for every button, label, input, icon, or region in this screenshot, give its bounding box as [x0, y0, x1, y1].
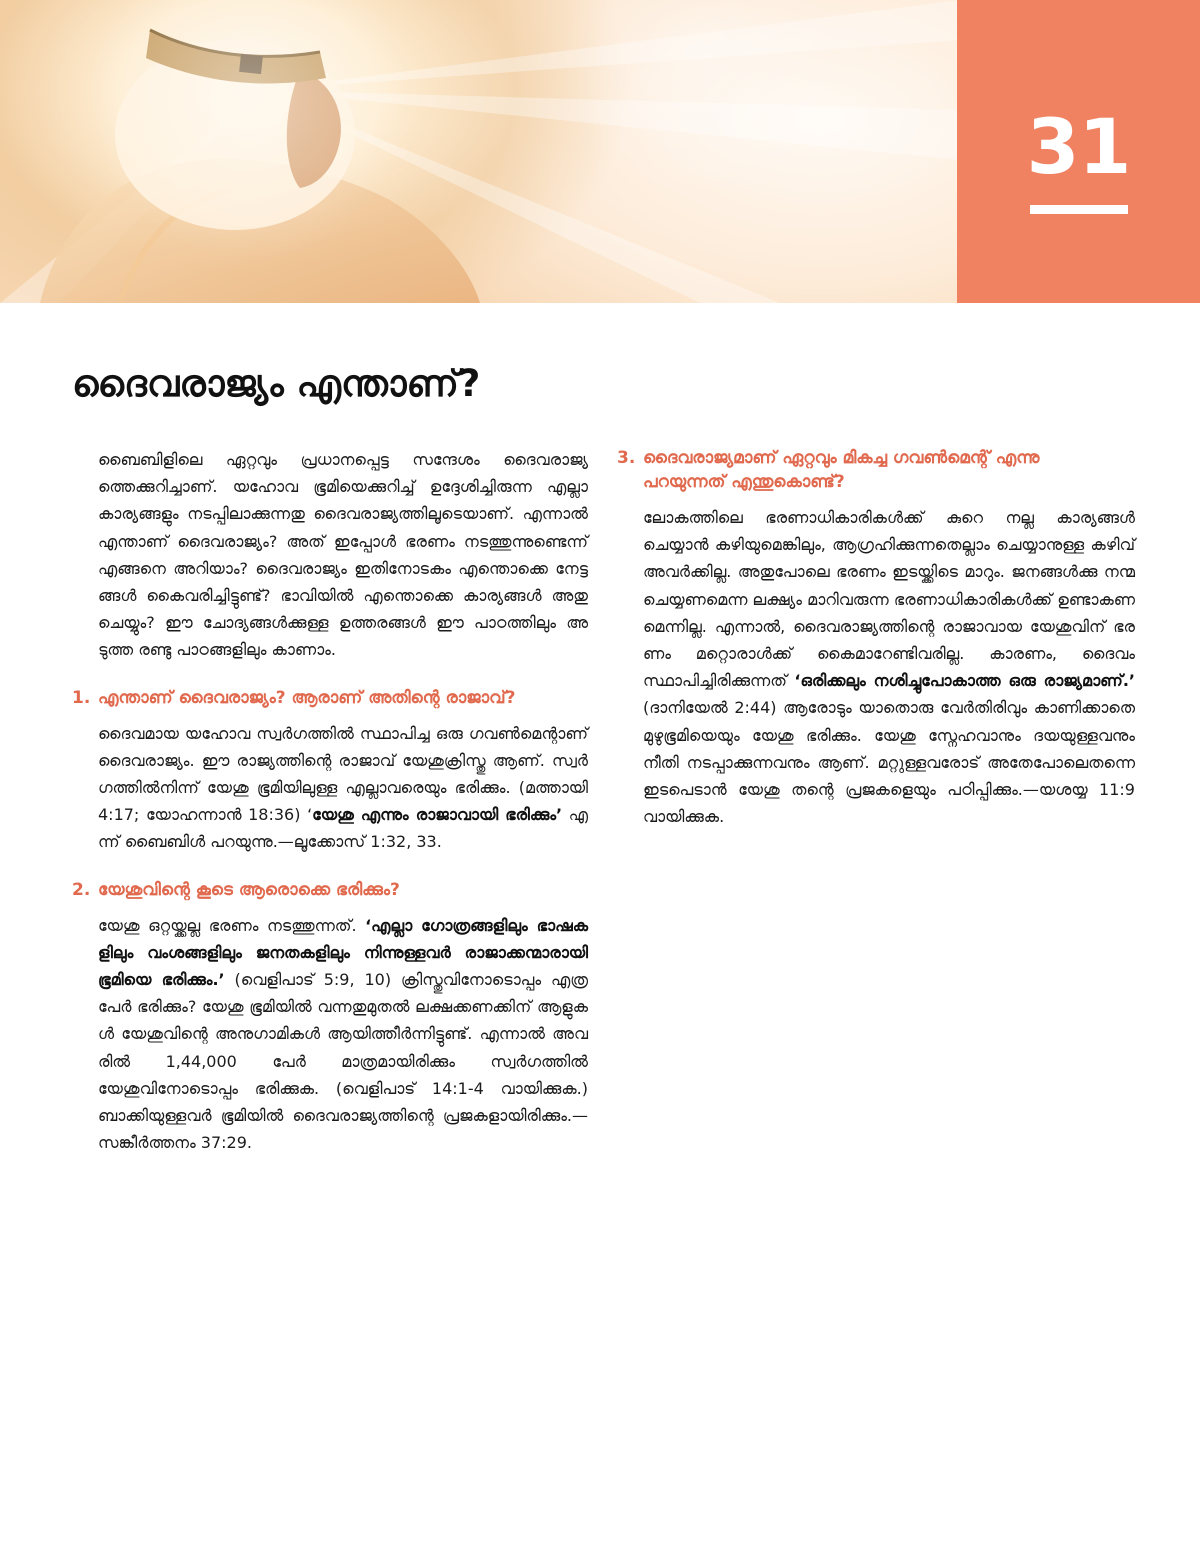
- question-heading-1: [72, 686, 588, 710]
- lesson-number-underline: [1030, 205, 1128, 214]
- lesson-title: ദൈവരാജ്യം എന്താണ്?: [72, 362, 481, 405]
- question-number: 3.: [617, 448, 636, 468]
- answer-text: എന്ന് ബൈബിൾ പറയുന്നു.—ലൂക്കോസ് 1:32, 33.: [98, 805, 588, 852]
- hero-illustration: [0, 0, 957, 303]
- answer-bold-quote: ‘ഒരിക്കലും നശിച്ചുപോകാത്ത ഒരു രാജ്യമാണ്.’: [794, 671, 1135, 691]
- king-in-glory-illustration-icon: [0, 0, 957, 303]
- question-text: യേശുവിന്റെ കൂടെ ആരൊക്കെ ഭരിക്കും?: [98, 879, 400, 900]
- answer-text: (വെളിപാട് 5:9, 10) ക്രിസ്തുവിനോടൊപ്പം എത്ര പേർ ഭരിക്കും? യേശു ഭൂമിയിൽ വന്നതുമുതൽ ലക്ഷക്കണക്കിന് ആളുകൾ യേശുവിന്റെ അനുഗാമികൾ ആയിത്തീർന്നിട്ടുണ്ട്. എന്നാൽ അവരിൽ 1,44,000 പേർ മാത്രമായിരിക്കും സ്വർഗത്തിൽ യേശുവിനോടൊപ്പം ഭരിക്കുക. (വെളിപാട് 14:1-4 വായിക്കുക.) ബാക്കിയുള്ളവർ ഭൂമിയിൽ ദൈവരാജ്യത്തിന്റെ പ്രജകളായിരിക്കും.—സങ്കീർത്തനം 37:29.: [98, 970, 588, 1153]
- answer-text: (ദാനിയേൽ 2:44) ആരോടും യാതൊരു വേർതിരിവും കാണിക്കാതെ മുഴുഭൂമിയെയും യേശു ഭരിക്കും. യേശു സ്നേഹവാനും ദയയുള്ളവനും നീതി നടപ്പാക്കുന്നവനും ആണ്. മറ്റുള്ളവരോട് അതേപോലെതന്നെ ഇടപെടാൻ യേശു തന്റെ പ്രജകളെയും പഠിപ്പിക്കും.—യശയ്യ 11:9 വായിക്കുക.: [643, 698, 1135, 827]
- question-number: 1.: [72, 687, 91, 708]
- question-heading-2: [72, 878, 588, 902]
- left-column: [72, 446, 588, 1178]
- answer-text: ലോകത്തിലെ ഭരണാധികാരികൾക്ക് കുറെ നല്ല കാര്യങ്ങൾ ചെയ്യാൻ കഴിയുമെങ്കിലും, ആഗ്രഹിക്കുന്നതെല്ലാം ചെയ്യാനുള്ള കഴിവ് അവർക്കില്ല. അതുപോലെ ഭരണം ഇടയ്ക്കിടെ മാറും. ജനങ്ങൾക്കു നന്മ ചെയ്യണമെന്ന ലക്ഷ്യം മാറിവരുന്ന ഭരണാധികാരികൾക്ക് ഉണ്ടാകണമെന്നില്ല. എന്നാൽ, ദൈവരാജ്യത്തിന്റെ രാജാവായ യേശുവിന് ഭരണം മറ്റൊരാൾക്ക് കൈമാറേണ്ടിവരില്ല. കാരണം, ദൈവം സ്ഥാപിച്ചിരിക്കുന്നത്: [643, 508, 1135, 691]
- answer-paragraph-2: [98, 912, 588, 1157]
- question-text: ദൈവരാജ്യമാണ് ഏറ്റവും മികച്ച ഗവൺമെന്റ് എന്നു പറയുന്നത് എന്തുകൊണ്ട്?: [643, 448, 1040, 492]
- intro-paragraph: ബൈബിളിലെ ഏറ്റവും പ്രധാനപ്പെട്ട സന്ദേശം ദൈവരാജ്യത്തെക്കുറിച്ചാണ്. യഹോവ ഭൂമിയെക്കുറിച്ച് ഉദ്ദേശിച്ചിരുന്ന എല്ലാ കാര്യങ്ങളും നടപ്പിലാക്കുന്നതു ദൈവരാജ്യത്തിലൂടെയാണ്. എന്നാൽ എന്താണ് ദൈവരാജ്യം? അത് ഇപ്പോൾ ഭരണം നടത്തുന്നുണ്ടെന്ന് എങ്ങനെ അറിയാം? ദൈവരാജ്യം ഇതിനോടകം എന്തൊക്കെ നേട്ടങ്ങൾ കൈവരിച്ചിട്ടുണ്ട്? ഭാവിയിൽ എന്തൊക്കെ കാര്യങ്ങൾ അതു ചെയ്യും? ഈ ചോദ്യങ്ങൾക്കുള്ള ഉത്തരങ്ങൾ ഈ പാഠത്തിലും അടുത്ത രണ്ടു പാഠങ്ങളിലും കാണാം.: [98, 450, 588, 660]
- answer-paragraph-1: [98, 720, 588, 856]
- answer-text: യേശു ഒറ്റയ്ക്കല്ല ഭരണം നടത്തുന്നത്.: [98, 915, 366, 935]
- answer-paragraph-3: [643, 504, 1135, 830]
- right-column: [617, 446, 1135, 852]
- answer-bold-quote: ‘എല്ലാ ഗോത്രങ്ങളിലും ഭാഷകളിലും വംശങ്ങളിലും ജനതകളിലും നിന്നുള്ളവർ രാജാക്കന്മാരായി ഭൂമിയെ ഭരിക്കും.’: [98, 915, 588, 990]
- lesson-number-badge: [957, 0, 1200, 303]
- question-text: എന്താണ് ദൈവരാജ്യം? ആരാണ് അതിന്റെ രാജാവ്?: [98, 687, 516, 708]
- answer-bold-quote: യേശു എന്നും രാജാവായി ഭരിക്കും’: [312, 805, 563, 825]
- question-number: 2.: [72, 879, 91, 900]
- question-heading-3: [617, 446, 1135, 494]
- lesson-number: 31: [1026, 102, 1131, 191]
- answer-text: ദൈവമായ യഹോവ സ്വർഗത്തിൽ സ്ഥാപിച്ച ഒരു ഗവൺമെന്റാണ് ദൈവരാജ്യം. ഈ രാജ്യത്തിന്റെ രാജാവ് യേശുക്രിസ്തു ആണ്. സ്വർഗത്തിൽനിന്ന് യേശു ഭൂമിയിലുള്ള എല്ലാവരെയും ഭരിക്കും. (മത്തായി 4:17; യോഹന്നാൻ 18:36) ‘: [98, 723, 588, 825]
